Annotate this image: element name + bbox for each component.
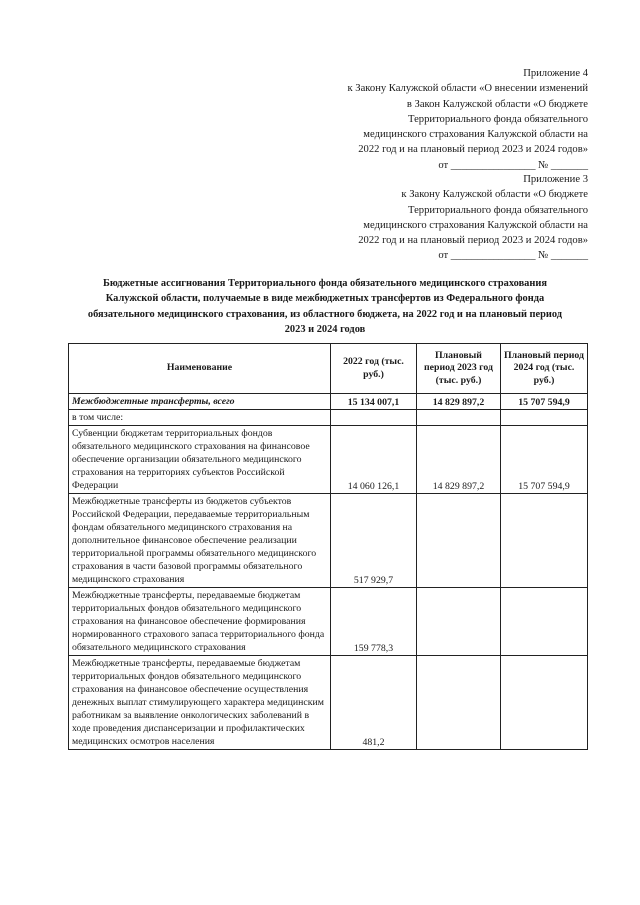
appendix-4-line: к Закону Калужской области «О внесении изменений xyxy=(347,83,588,95)
row-value-2024 xyxy=(501,410,588,426)
appendix-3-line: 2022 год и на плановый период 2023 и 2024 годов» xyxy=(358,235,588,247)
budget-table xyxy=(68,343,588,750)
title-line: Калужской области, получаемые в виде межбюджетных трансфертов из Федерального фонда xyxy=(105,293,545,305)
appendix-3-line: Территориального фонда обязательного xyxy=(408,204,588,216)
appendix-4-line: Приложение 4 xyxy=(523,68,588,79)
appendix-3-header xyxy=(358,172,588,264)
table-header-row xyxy=(69,344,588,394)
row-value-2023: 14 829 897,2 xyxy=(417,426,501,494)
row-value-2022: 14 060 126,1 xyxy=(331,426,417,494)
title-line: обязательного медицинского страхования, из областного бюджета, на 2022 год и на плановый период xyxy=(87,308,563,320)
row-value-2023 xyxy=(417,656,501,750)
table-row xyxy=(69,588,588,656)
row-value-2022: 159 778,3 xyxy=(331,588,417,656)
appendix-4-line: медицинского страхования Калужской области на xyxy=(363,129,588,141)
row-value-2023: 14 829 897,2 xyxy=(417,394,501,410)
table-row xyxy=(69,426,588,494)
header-name: Наименование xyxy=(69,344,331,394)
title-line: Бюджетные ассигнования Территориального фонда обязательного медицинского страхования xyxy=(103,278,547,289)
appendix-3-line: медицинского страхования Калужской области на xyxy=(363,219,588,231)
appendix-4-line: 2022 год и на плановый период 2023 и 2024 годов» xyxy=(358,144,588,156)
appendix-4-header xyxy=(347,66,588,173)
row-value-2022: 15 134 007,1 xyxy=(331,394,417,410)
title-line: 2023 и 2024 годов xyxy=(284,323,366,335)
row-value-2024 xyxy=(501,494,588,588)
header-2024: Плановый период 2024 год (тыс. руб.) xyxy=(501,344,588,394)
header-2022: 2022 год (тыс. руб.) xyxy=(331,344,417,394)
header-2023: Плановый период 2023 год (тыс. руб.) xyxy=(417,344,501,394)
table-row xyxy=(69,410,588,426)
table-row-total xyxy=(69,394,588,410)
row-value-2024: 15 707 594,9 xyxy=(501,426,588,494)
row-value-2023 xyxy=(417,410,501,426)
row-value-2022: 517 929,7 xyxy=(331,494,417,588)
row-value-2024 xyxy=(501,588,588,656)
row-name: Межбюджетные трансферты из бюджетов субъектов Российской Федерации, передаваемые территориальным фондам обязательного медицинского страхования на дополнительное финансовое обеспечение реализации территориальной программы обязательного медицинского страхования в части базовой программы обязательного медицинского страхования xyxy=(69,494,331,588)
document-title xyxy=(66,276,584,337)
row-value-2023 xyxy=(417,494,501,588)
row-value-2024 xyxy=(501,656,588,750)
table-row xyxy=(69,494,588,588)
appendix-4-line: в Закон Калужской области «О бюджете xyxy=(406,98,588,110)
appendix-4-date-number-line: от ________________ № _______ xyxy=(438,159,588,171)
row-value-2023 xyxy=(417,588,501,656)
table-row xyxy=(69,656,588,750)
appendix-3-line: к Закону Калужской области «О бюджете xyxy=(401,189,588,201)
row-name: Межбюджетные трансферты, передаваемые бюджетам территориальных фондов обязательного медицинского страхования на финансовое обеспечение осуществления денежных выплат стимулирующего характера медицинским работникам за выявление онкологических заболеваний в ходе проведения диспансеризации и профилактических медицинских осмотров населения xyxy=(69,656,331,750)
row-name: Субвенции бюджетам территориальных фондов обязательного медицинского страхования на финансовое обеспечение организации обязательного медицинского страхования на территориях субъектов Российской Федерации xyxy=(69,426,331,494)
row-value-2022 xyxy=(331,410,417,426)
appendix-3-date-number-line: от ________________ № _______ xyxy=(438,250,588,262)
row-name: в том числе: xyxy=(69,410,331,426)
row-name: Межбюджетные трансферты, всего xyxy=(69,394,331,410)
row-value-2022: 481,2 xyxy=(331,656,417,750)
appendix-3-line: Приложение 3 xyxy=(523,174,588,185)
row-name: Межбюджетные трансферты, передаваемые бюджетам территориальных фондов обязательного медицинского страхования на финансовое обеспечение формирования нормированного страхового запаса территориального фонда обязательного медицинского страхования xyxy=(69,588,331,656)
appendix-4-line: Территориального фонда обязательного xyxy=(408,113,588,125)
row-value-2024: 15 707 594,9 xyxy=(501,394,588,410)
